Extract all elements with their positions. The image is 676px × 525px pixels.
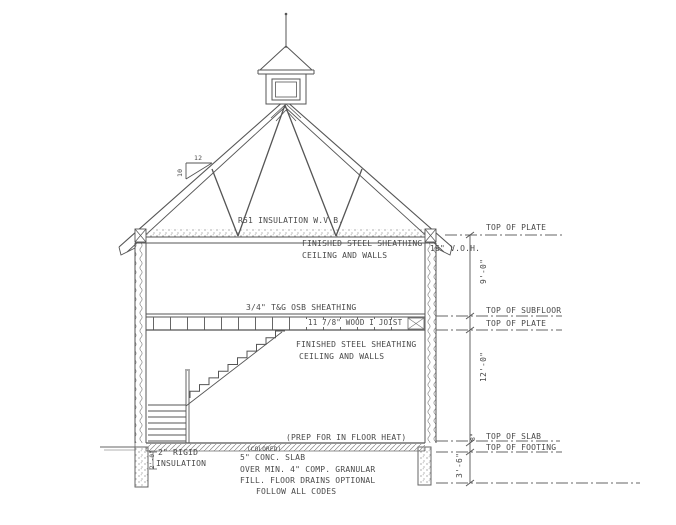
rigid-insulation-label-line1: 2" RIGID: [158, 448, 199, 457]
lower-floor-height-dimension: 12'-0": [479, 351, 488, 382]
stairs: [148, 331, 285, 443]
follow-codes-label: FOLLOW ALL CODES: [256, 487, 337, 496]
top-of-subfloor-label: TOP OF SUBFLOOR: [486, 306, 562, 315]
pitch-rise-label: 10: [176, 168, 184, 177]
pitch-run-label: 12: [194, 154, 203, 162]
steel-sheathing-upper-label-line2: CEILING AND WALLS: [302, 251, 388, 260]
frost-depth-dimension: 3'-6": [455, 452, 464, 478]
roof-truss: [119, 100, 452, 255]
r51-insulation-label: R51 INSULATION W.V.B.: [238, 216, 344, 225]
upper-floor-height-dimension: 9'-0": [479, 258, 488, 284]
top-of-footing-label: TOP OF FOOTING: [486, 443, 557, 452]
steel-sheathing-lower-label-line1: FINISHED STEEL SHEATHING: [296, 340, 417, 349]
floor-drains-label: FILL. FLOOR DRAINS OPTIONAL: [240, 476, 376, 485]
insulation-depth-dimension: 2'-0": [149, 449, 156, 469]
grade-lines: [100, 447, 136, 450]
rigid-insulation-label-line2: INSULATION: [156, 459, 207, 468]
wood-i-joist-label: 11 7/8" WOOD I JOIST: [308, 318, 403, 327]
steel-sheathing-lower-label-line2: CEILING AND WALLS: [299, 352, 385, 361]
top-of-slab-label: TOP OF SLAB: [486, 432, 542, 441]
granular-fill-label: OVER MIN. 4" COMP. GRANULAR: [240, 465, 376, 474]
top-of-plate-lower-label: TOP OF PLATE: [486, 319, 547, 328]
vented-overhang-label: 16" V.O.H.: [430, 244, 481, 253]
steel-sheathing-upper-label-line1: FINISHED STEEL SHEATHING: [302, 239, 423, 248]
colored-note-label: (COLORED): [247, 446, 282, 453]
cupola: [258, 13, 314, 121]
slab-to-footing-dimension: 8": [469, 432, 477, 441]
in-floor-heat-label: (PREP FOR IN FLOOR HEAT): [286, 433, 407, 442]
conc-slab-label: 5" CONC. SLAB: [240, 453, 306, 462]
top-of-plate-upper-label: TOP OF PLATE: [486, 223, 547, 232]
osb-sheathing-label: 3/4" T&G OSB SHEATHING: [246, 303, 357, 312]
